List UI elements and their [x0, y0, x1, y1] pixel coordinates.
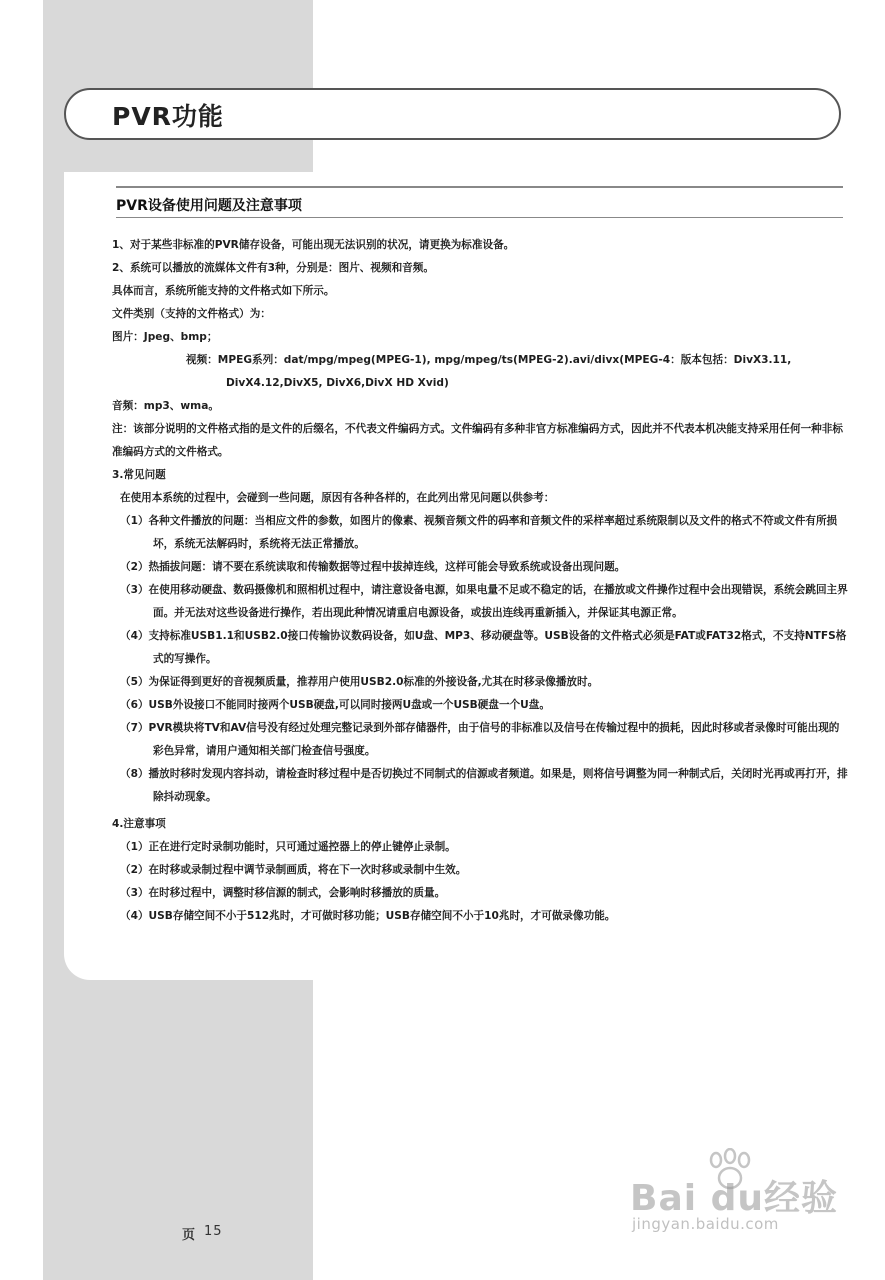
tip-item: （1）正在进行定时录制功能时，只可通过遥控器上的停止键停止录制。 [120, 841, 456, 853]
tip-item: （4）USB存储空间不小于512兆时，才可做时移功能；USB存储空间不小于10兆时，才可做录像功能。 [120, 910, 616, 922]
baidu-jingyan-logo: Bai du经验 [630, 1178, 839, 1219]
body-line: 1、对于某些非标准的PVR储存设备，可能出现无法识别的状况，请更换为标准设备。 [112, 239, 515, 251]
watermark-url: jingyan.baidu.com [632, 1215, 779, 1233]
page-title: PVR功能 [112, 102, 224, 131]
format-images: 图片：Jpeg、bmp； [112, 331, 218, 343]
page-title-box [64, 88, 841, 140]
body-line: 2、系统可以播放的流媒体文件有3种，分别是：图片、视频和音频。 [112, 262, 434, 274]
faq-item: （2）热插拔问题：请不要在系统读取和传输数据等过程中拔掉连线，这样可能会导致系统或设备出现问题。 [120, 561, 626, 573]
section-body [112, 234, 848, 928]
page-label: 页 [182, 1228, 196, 1243]
page-number: 15 [204, 1224, 223, 1239]
format-audio: 音频：mp3、wma。 [112, 400, 219, 412]
faq-item: （4）支持标准USB1.1和USB2.0接口传输协议数码设备，如U盘、MP3、移动硬盘等。USB设备的文件格式必须是FAT或FAT32格式，不支持NTFS格式的写操作。 [120, 630, 847, 665]
section-heading: PVR设备使用问题及注意事项 [116, 198, 302, 214]
faq-item: （7）PVR模块将TV和AV信号没有经过处理完整记录到外部存储器件，由于信号的非标准以及信号在传输过程中的损耗，因此时移或者录像时可能出现的彩色异常，请用户通知相关部门检查信号强度。 [120, 722, 840, 757]
format-video: 视频：MPEG系列：dat/mpg/mpeg(MPEG-1), mpg/mpeg/ts(MPEG-2).avi/divx(MPEG-4：版本包括：DivX3.11, DivX4.12,DivX5, DivX6,DivX HD Xvid) [186, 354, 792, 389]
section-rule-bottom [116, 217, 843, 218]
section-rule-top [116, 186, 843, 188]
faq-item: （8）播放时移时发现内容抖动，请检查时移过程中是否切换过不同制式的信源或者频道。如果是，则将信号调整为同一种制式后，关闭时光再或再打开，排除抖动现象。 [120, 768, 848, 803]
faq-item: （1）各种文件播放的问题：当相应文件的参数，如图片的像素、视频音频文件的码率和音频文件的采样率超过系统限制以及文件的格式不符或文件有所损坏，系统无法解码时，系统将无法正常播放。 [120, 515, 838, 550]
tip-item: （2）在时移或录制过程中调节录制画质，将在下一次时移或录制中生效。 [120, 864, 467, 876]
tip-item: （3）在时移过程中，调整时移信源的制式，会影响时移播放的质量。 [120, 887, 446, 899]
format-note: 注：该部分说明的文件格式指的是文件的后缀名，不代表文件编码方式。文件编码有多种非官方标准编码方式，因此并不代表本机决能支持采用任何一种非标准编码方式的文件格式。 [112, 423, 843, 458]
faq-heading: 3.常见问题 [112, 469, 166, 481]
footer-gray-bar [43, 1222, 313, 1280]
body-line: 文件类别（支持的文件格式）为： [112, 308, 271, 320]
faq-intro: 在使用本系统的过程中，会碰到一些问题，原因有各种各样的，在此列出常见问题以供参考： [120, 492, 555, 504]
tips-heading: 4.注意事项 [112, 818, 166, 830]
faq-item: （3）在使用移动硬盘、数码摄像机和照相机过程中，请注意设备电源，如果电量不足或不稳定的话，在播放或文件操作过程中会出现错误，系统会跳回主界面。并无法对这些设备进行操作，若出现此种情况请重启电源设备，或拔出连线再重新插入，并保证其电源正常。 [120, 584, 848, 619]
faq-item: （5）为保证得到更好的音视频质量，推荐用户使用USB2.0标准的外接设备,尤其在时移录像播放时。 [120, 676, 599, 688]
faq-item: （6）USB外设接口不能同时接两个USB硬盘,可以同时接两U盘或一个USB硬盘一个U盘。 [120, 699, 550, 711]
body-line: 具体而言，系统所能支持的文件格式如下所示。 [112, 285, 335, 297]
